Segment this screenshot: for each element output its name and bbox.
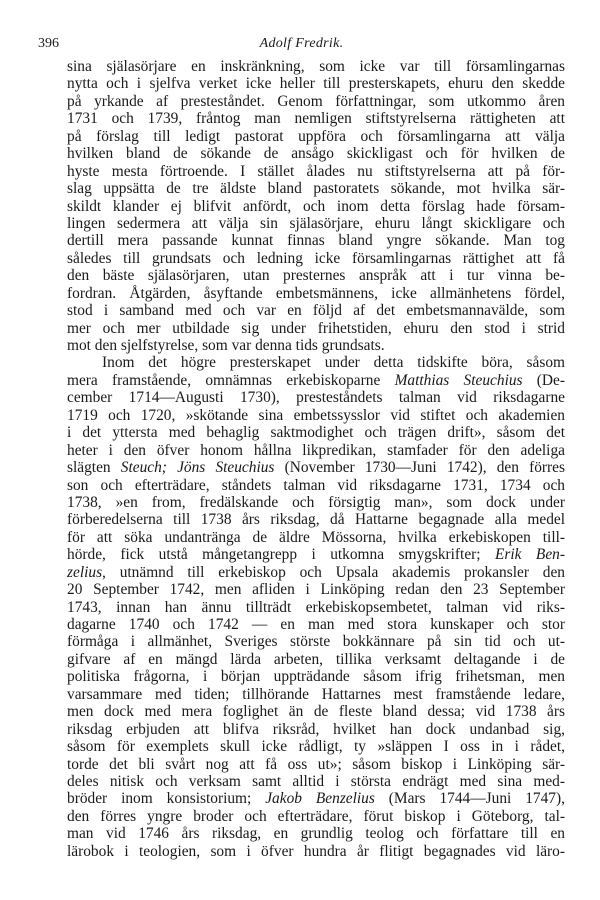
italic-name: zelius,	[67, 563, 106, 581]
text-line	[67, 110, 565, 127]
text-run: riksdag erbjuden att blifva riksråd, hvilket han dock undanbad sig,	[67, 720, 565, 738]
text-line	[67, 320, 565, 337]
text-run: således till grundsats och ledning icke församlingarnas rättighet att få	[67, 249, 565, 267]
text-line	[67, 250, 565, 267]
text-line	[67, 808, 565, 825]
text-line	[67, 756, 565, 773]
text-line	[67, 93, 565, 110]
text-line	[67, 546, 565, 563]
text-line	[67, 616, 565, 633]
text-line	[67, 442, 565, 459]
page-header	[38, 36, 565, 54]
italic-name: Matthias Steuchius	[394, 371, 523, 389]
text-line	[67, 285, 565, 302]
text-run: mer och mer utbildade sig under frihetstiden, ehuru den stod i strid	[67, 319, 565, 337]
text-run: dagarne 1740 och 1742 — en man med stora kunskaper och stor	[67, 616, 565, 633]
italic-name: Jakob Benzelius	[265, 790, 375, 808]
text-line	[67, 790, 565, 807]
text-run: fordran. Åtgärden, åsyftande embetsmännens, icke allmänhetens fördel,	[67, 284, 565, 302]
text-run: hörde, fick utstå mångetangrepp i utkomna smygskrifter;	[67, 546, 495, 564]
italic-name: Steuch; Jöns Steuchius	[120, 459, 275, 477]
text-line	[67, 703, 565, 720]
running-title: Adolf Fredrik.	[259, 36, 344, 51]
text-run: hyste mesta förtroende. I stället ålades nu stiftstyrelserna att på för-	[67, 162, 565, 180]
text-run: man vid 1746 års riksdag, en grundlig teolog och författare till en	[67, 825, 565, 843]
text-line	[67, 686, 565, 703]
text-run: gifvare af en mängd lärda arbeten, tillika verksamt deltagande i de	[67, 650, 565, 668]
text-line	[67, 198, 565, 215]
text-line	[67, 773, 565, 790]
text-run: lingen sedermera att välja sin själasörjare, ehuru långt skickligare och	[67, 214, 565, 232]
text-run: bröder inom konsistorium;	[67, 790, 266, 808]
italic-name: Erik Ben-	[495, 546, 565, 564]
text-run: såsom för exemplets skull icke rådligt, ty »släppen I oss in i rådet,	[67, 738, 565, 756]
text-run: varsammare med tiden; tillhörande Hattarnes mest framstående ledare,	[67, 685, 565, 703]
text-line	[67, 738, 565, 755]
text-run: (De-	[522, 371, 566, 389]
text-run: men dock med mera foglighet än de fleste bland dessa; vid 1738 års	[67, 703, 565, 721]
text-line	[67, 372, 565, 389]
text-line	[67, 599, 565, 616]
text-line	[67, 633, 565, 650]
text-line	[67, 163, 565, 180]
text-run: son och efterträdare, ståndets talman vid riksdagarne 1731, 1734 och	[67, 476, 565, 494]
text-run: 1743, innan han ännu tillträdt erkebiskopsembetet, talman vid riks-	[67, 598, 565, 616]
text-run: 1731 och 1739, fråntog man nemligen stiftstyrelserna rättigheten att	[67, 110, 565, 128]
text-line	[67, 389, 565, 406]
text-line	[67, 354, 565, 371]
text-line	[67, 511, 565, 528]
text-run: för att söka undantränga de äldre Mössorna, hvilka erkebiskopen till-	[67, 528, 565, 546]
text-run: 1738, »en from, fredälskande och försigtig man», som dock under	[67, 493, 565, 511]
text-run: mot den sjelfstyrelse, som var denna tids grundsats.	[67, 337, 385, 354]
text-line	[67, 564, 565, 581]
text-line	[67, 494, 565, 511]
text-run: hvilken bland de sökande de ansågo skickligast och för hvilken de	[67, 145, 565, 163]
text-line	[67, 843, 565, 860]
text-line	[67, 407, 565, 424]
text-run: Inom det högre presterskapet under detta tidskifte böra, såsom	[102, 354, 565, 372]
text-line	[67, 232, 565, 249]
text-line	[67, 424, 565, 441]
text-run: cember 1714—Augusti 1730), presteståndets talman vid riksdagarne	[67, 389, 565, 407]
text-line	[67, 128, 565, 145]
text-line	[67, 477, 565, 494]
text-line	[67, 180, 565, 197]
text-run: (Mars 1744—Juni 1747),	[374, 790, 565, 808]
text-line	[67, 145, 565, 162]
text-line	[67, 75, 565, 92]
text-run: lärobok i teologien, som i öfver hundra år flitigt begagnades vid läro-	[67, 842, 565, 860]
text-line	[67, 459, 565, 476]
text-run: på förslag till ledigt pastorat uppföra och församlingarna att välja	[67, 127, 565, 145]
text-line	[67, 337, 565, 354]
text-line	[67, 302, 565, 319]
text-run: den förres yngre broder och efterträdare, förut biskop i Göteborg, tal-	[67, 807, 565, 825]
text-line	[67, 668, 565, 685]
text-run: nytta och i sjelfva verket icke heller till presterskapets, ehuru den skedde	[67, 75, 565, 93]
text-run: i det yttersta med behaglig saktmodighet och trägen drift», såsom det	[67, 424, 565, 442]
text-run: stod i samband med och var en följd af det embetsmannavälde, som	[67, 302, 565, 320]
text-run: på yrkande af presteståndet. Genom författningar, som utkommo åren	[67, 92, 565, 110]
text-run: den bäste själasörjaren, utan presternes anspråk att i tur vinna be-	[67, 267, 565, 285]
body-text	[67, 58, 565, 860]
text-line	[67, 651, 565, 668]
text-run: skildt klander ej blifvit anfördt, och inom detta förslag hade försam-	[67, 197, 565, 215]
text-line	[67, 215, 565, 232]
text-run: förmåga i allmänhet, Sveriges störste bokkännare på sin tid och ut-	[67, 633, 565, 651]
text-line	[67, 58, 565, 75]
text-line	[67, 825, 565, 842]
text-run: politiska frågorna, i början uppträdande såsom ifrig frihetsman, men	[67, 668, 565, 686]
page-number: 396	[38, 36, 59, 51]
text-run: förberedelserna till 1738 års riksdag, då Hattarne begagnade alla medel	[67, 511, 565, 529]
text-line	[67, 267, 565, 284]
text-run: deles nitisk och verksam samt alltid i största endrägt med sina med-	[67, 772, 565, 790]
text-run: 1719 och 1720, »skötande sina embetssysslor vid stiftet och akademien	[67, 406, 565, 424]
text-run: torde det bli svårt nog att få oss ut»; såsom biskop i Linköping sär-	[67, 755, 565, 773]
text-run: 20 September 1742, men afliden i Linköping redan den 23 September	[67, 581, 565, 599]
text-run: slag uppsätta de tre äldste bland pastoratets sökande, mot hvilka sär-	[67, 180, 565, 198]
text-run: slägten	[67, 459, 121, 477]
text-run: utnämnd till erkebiskop och Upsala akademis prokansler den	[105, 563, 565, 581]
text-line	[67, 529, 565, 546]
text-run: dertill mera passande kunnat finnas bland yngre sökande. Man tog	[67, 232, 565, 250]
text-line	[67, 721, 565, 738]
text-run: (November 1730—Juni 1742), den förres	[274, 459, 565, 477]
text-run: heter i den öfver honom hållna likpredikan, stamfader för den adeliga	[67, 441, 565, 459]
text-line	[67, 581, 565, 598]
text-run: mera framstående, omnämnas erkebiskoparne	[67, 371, 395, 389]
text-run: sina själasörjare en inskränkning, som icke var till församlingarnas	[67, 58, 565, 75]
